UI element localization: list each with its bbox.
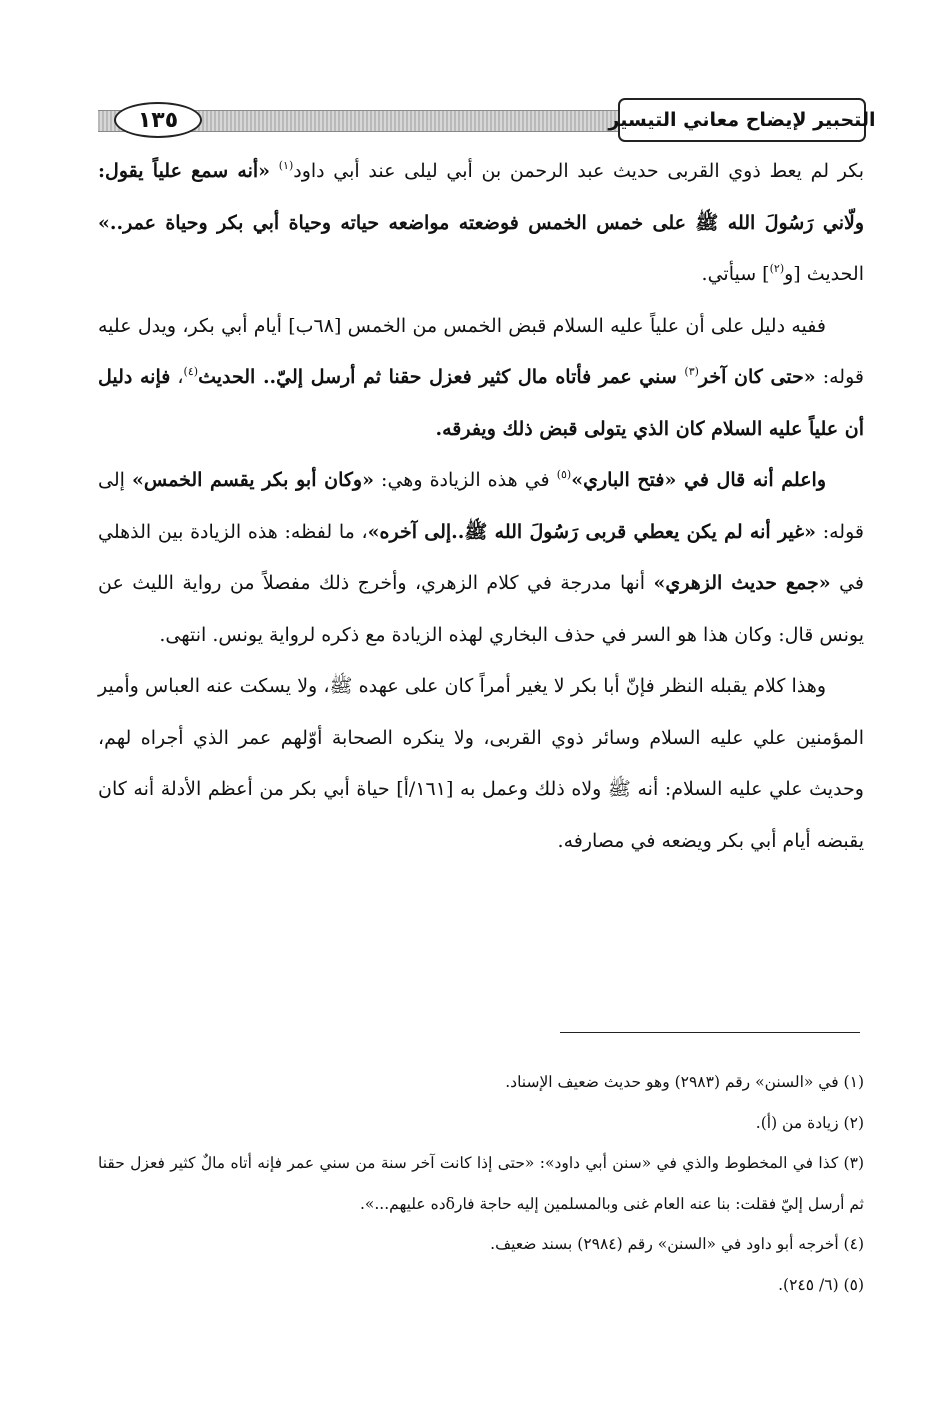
footnote-marker: (٢) — [769, 262, 785, 275]
quote-text: سني عمر فأتاه مال كثير فعزل حقنا ثم أرسل إليّ.. الحديث — [198, 366, 685, 388]
text: ففيه دليل على أن علياً عليه السلام قبض الخمس من الخمس [٦٨ب] أيام أبي بكر، ويدل عليه قوله: — [98, 314, 864, 388]
paragraph-2 — [98, 301, 864, 456]
page-header — [98, 98, 876, 144]
footnote-marker: (٥) — [556, 468, 572, 481]
quote-text: «حتى كان آخر — [698, 366, 816, 388]
text: في هذه الزيادة وهي: — [373, 469, 557, 491]
text: إلى قوله: — [98, 469, 864, 543]
footnote-3: (٣) كذا في المخطوط والذي في «سنن أبي داود»: «حتى إذا كانت آخر سنة من سني عمر فإنه أتاه مالٌ كثير فعزل حقنا ثم أرسل إليّ فقلت: بنا عنه العام غنى وبالمسلمين إليه حاجة فارδده عليهم...». — [98, 1154, 864, 1213]
page-number: ١٣٥ — [114, 102, 202, 138]
paragraph-4: وهذا كلام يقبله النظر فإنّ أبا بكر لا يغير أمراً كان على عهده ﷺ، ولا يسكت عنه العباس وأمير المؤمنين علي عليه السلام وسائر ذوي القربى، ولا ينكره الصحابة أوّلهم عمر الذي أجراه لهم، وحديث علي عليه السلام: أنه ﷺ ولاه ذلك وعمل به [١٦١/أ] حياة أبي بكر من أعظم الأدلة أنه كان يقبضه أيام أبي بكر ويضعه في مصارفه. — [98, 675, 864, 852]
text: أنها مدرجة في كلام الزهري، وأخرج ذلك مفصلاً من رواية الليث عن يونس قال: وكان هذا هو السر في حذف البخاري لهذه الزيادة مع ذكره لرواية يونس. انتهى. — [98, 572, 864, 646]
footnote-marker: (٤) — [183, 365, 199, 378]
footnote-4: (٤) أخرجه أبو داود في «السنن» رقم (٢٩٨٤) بسند ضعيف. — [490, 1235, 864, 1253]
text: ] سيأتي. — [701, 263, 770, 285]
quote-text: «غير أنه لم يكن يعطي قربى رَسُولَ الله ﷺ..إلى آخره» — [367, 520, 816, 543]
footnote-1: (١) في «السنن» رقم (٢٩٨٣) وهو حديث ضعيف الإسناد. — [505, 1073, 864, 1091]
footnote-2: (٢) زيادة من (أ). — [755, 1113, 864, 1132]
paragraph-1 — [98, 146, 864, 301]
quote-text: «وكان أبو بكر يقسم الخمس» — [131, 469, 374, 491]
book-title: التحبير لإيضاح معاني التيسير — [618, 98, 866, 142]
bold-text: واعلم أنه قال في «فتح الباري» — [571, 469, 827, 491]
main-text — [98, 146, 864, 867]
footnotes — [98, 1062, 864, 1305]
bold-text: فإنه دليل أن علياً عليه السلام كان الذي يتولى قبض ذلك ويفرقه. — [98, 366, 864, 440]
paragraph-3 — [98, 455, 864, 661]
text: بكر لم يعط ذوي القربى حديث عبد الرحمن بن أبي ليلى عند أبي داود — [293, 160, 864, 182]
footnote-separator — [560, 1032, 860, 1033]
text: ، ما لفظه: هذه الزيادة بين الذهلي في — [98, 520, 864, 594]
footnote-5: (٥) (٦/ ٢٤٥). — [778, 1275, 864, 1294]
text — [270, 160, 279, 182]
quote-text: «جمع حديث الزهري» — [653, 572, 831, 594]
text: الحديث [و — [784, 263, 864, 285]
text: ، — [170, 366, 184, 388]
footnote-marker: (١) — [278, 159, 294, 172]
footnote-marker: (٣) — [684, 365, 699, 378]
quote-text: «أنه سمع علياً يقول: ولّاني رَسُولَ الله ﷺ على خمس الخمس فوضعته مواضعه حياته وحياة أبي بكر وحياة عمر..» — [98, 160, 864, 234]
